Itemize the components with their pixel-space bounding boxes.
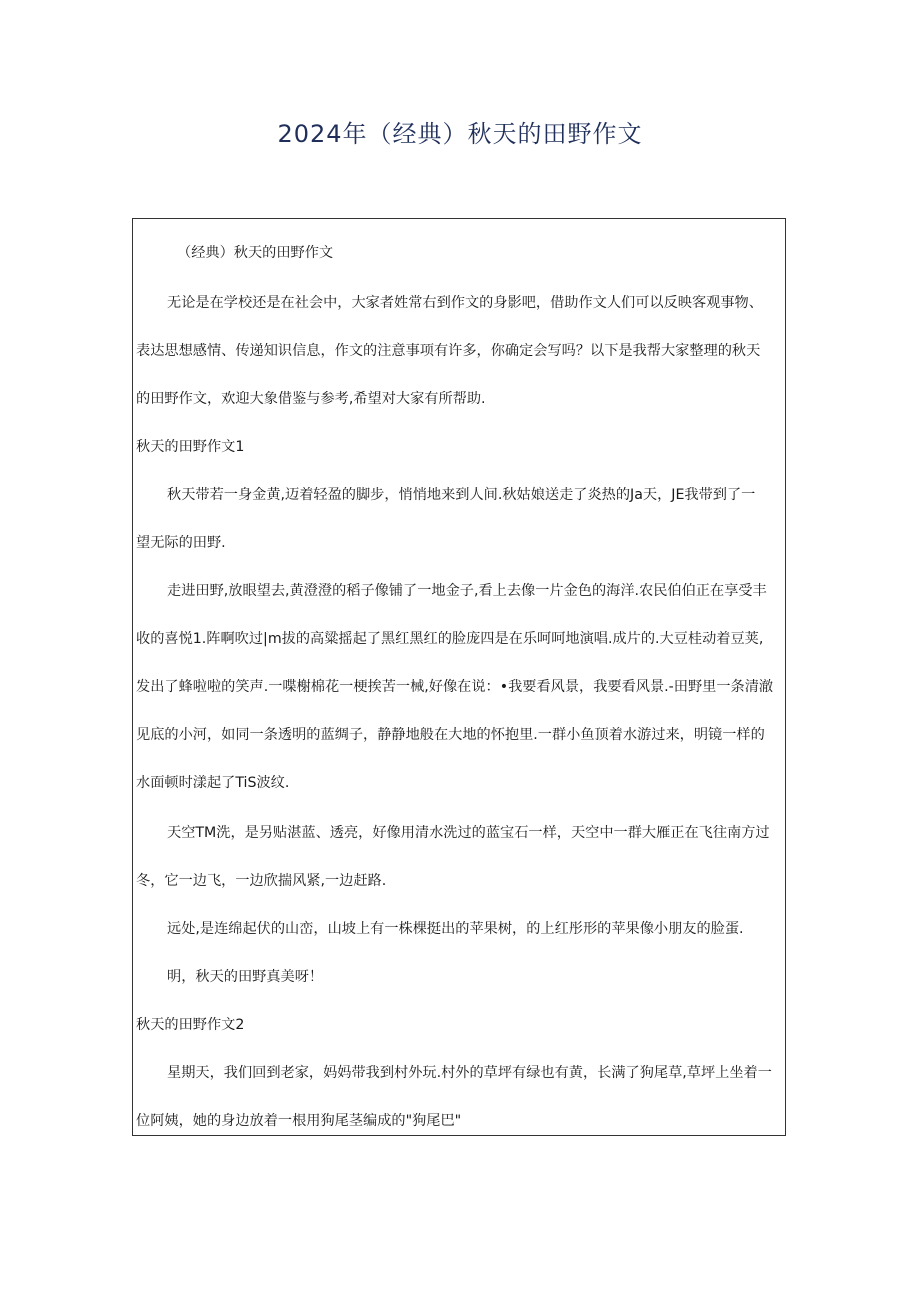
paragraph-line: 冬，它一边飞，一边欣揣风紧,一边赶路. <box>136 873 387 889</box>
paragraph-line: 见底的小河，如同一条透明的蓝绸子，静静地般在大地的怀抱里.一群小鱼顶着水游过来，明镜一样的 <box>136 727 765 743</box>
paragraph-line: 明，秋天的田野真美呀！ <box>167 969 324 985</box>
section-title-1: 秋天的田野作文1 <box>136 439 245 455</box>
paragraph-line: 星期天，我们回到老家，妈妈带我到村外玩.村外的草坪有绿也有黄，长满了狗尾草,草坪上坐着一 <box>167 1065 772 1081</box>
intro-line: 的田野作文，欢迎大象借鉴与参考,希望对大家有所帮助. <box>136 391 486 407</box>
paragraph-line: 天空TM洗，是另贴湛蓝、透亮，好像用清水洗过的蓝宝石一样，天空中一群大雁正在飞往南方过 <box>167 825 770 841</box>
paragraph-line: 水面顿时漾起了TiS波纹. <box>136 775 290 791</box>
content-box <box>132 218 786 1136</box>
paragraph-line: 收的喜悦1.阵啊吹过|m拔的高粱摇起了黑红黑红的脸庞四是在乐呵呵地演唱.成片的.大豆桂动着豆荚, <box>136 631 764 647</box>
document-title: 2024年（经典）秋天的田野作文 <box>277 120 643 148</box>
essay-heading: （经典）秋天的田野作文 <box>177 245 334 261</box>
paragraph-line: 望无际的田野. <box>136 535 226 551</box>
paragraph-line: 远处,是连绵起伏的山峦，山坡上有一株棵挺出的苹果树，的上红彤形的苹果像小朋友的脸蛋. <box>167 921 744 937</box>
paragraph-line: 位阿姨，她的身边放着一根用狗尾茎编成的"狗尾巴" <box>136 1113 462 1129</box>
section-title-2: 秋天的田野作文2 <box>136 1017 245 1033</box>
intro-line: 表达思想感情、传递知识信息，作文的注意事项有许多，你确定会写吗？以下是我帮大家整理的秋天 <box>136 343 761 359</box>
paragraph-line: 发出了蜂啦啦的笑声.一喋榭棉花一梗挨苦一械,好像在说：•我要看风景，我要看风景.-田野里一条清澈 <box>136 679 774 695</box>
intro-line: 无论是在学校还是在社会中，大家者姓常右到作文的身影吧，借助作文人们可以反映客观事物、 <box>167 295 763 311</box>
paragraph-line: 秋天带若一身金黄,迈着轻盈的脚步，悄悄地来到人间.秋姑娘送走了炎热的Ja天，JE我带到了一 <box>167 487 756 503</box>
paragraph-line: 走进田野,放眼望去,黄澄澄的稻子像铺了一地金子,看上去像一片金色的海洋.农民伯伯正在享受丰 <box>167 583 767 599</box>
